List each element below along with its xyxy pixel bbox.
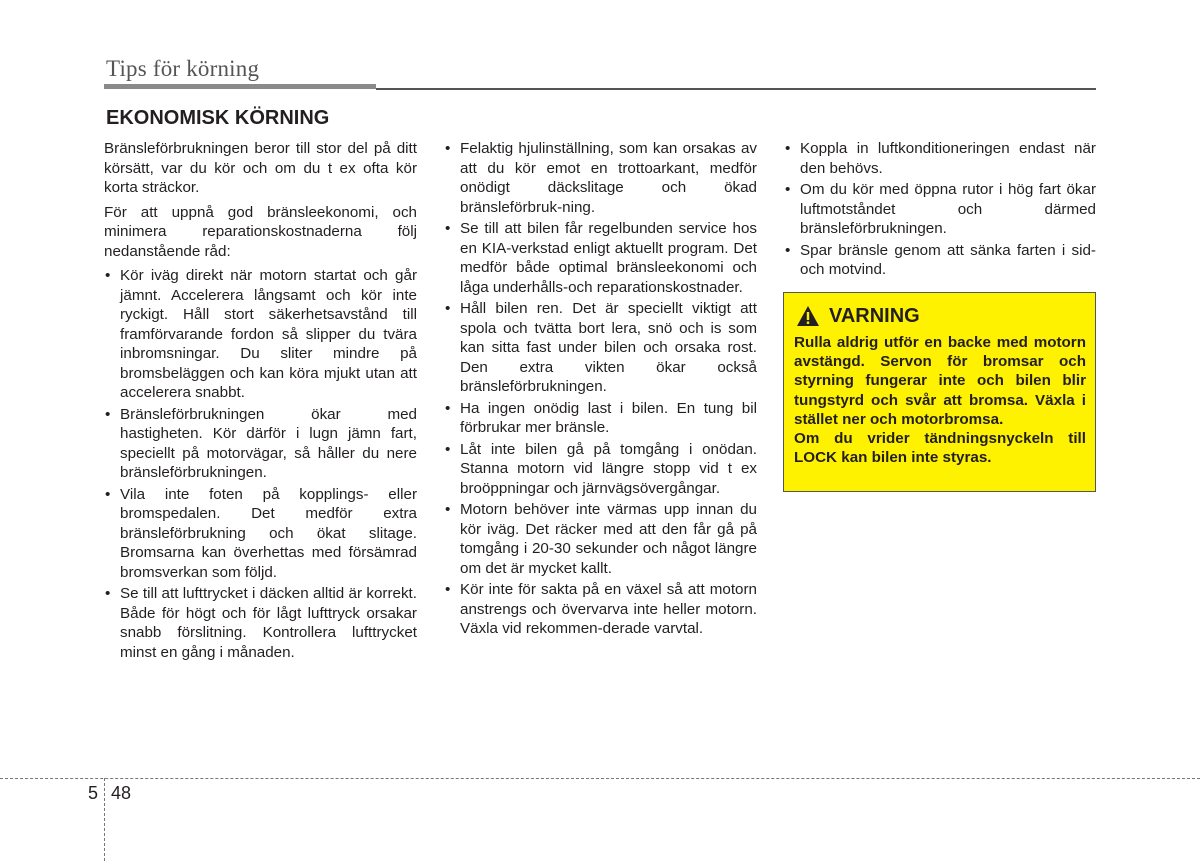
list-item: • Ha ingen onödig last i bilen. En tung bil förbrukar mer bränsle.: [444, 399, 757, 438]
list-item: • Se till att bilen får regelbunden service hos en KIA-verkstad enligt aktuellt program. Det medför både optimal bränsleekonomi och låga underhålls-och reparationskostnader.: [444, 219, 757, 297]
intro-paragraph: Bränsleförbrukningen beror till stor del på ditt körsätt, var du kör och om du t ex ofta kör korta sträckor.: [104, 140, 417, 196]
list-item: • Felaktig hjulinställning, som kan orsakas av att du kör emot en trottoarkant, medför onödigt däckslitage och ökad bränsleförbruk-ning.: [444, 139, 757, 217]
text-column-2: [444, 139, 757, 641]
text-column-1: [104, 139, 417, 664]
text-column-3: [784, 139, 1096, 282]
bullet-list-1: [104, 266, 417, 662]
warning-box: [783, 292, 1096, 492]
bullet-list-3: [784, 139, 1096, 280]
chapter-number: 5: [88, 783, 99, 803]
list-item: • Koppla in luftkonditioneringen endast när den behövs.: [784, 139, 1096, 178]
list-item: • Motorn behöver inte värmas upp innan du kör iväg. Det räcker med att den får gå på tomgång i 20-30 sekunder och något längre om det är mycket kallt.: [444, 500, 757, 578]
warning-header: [794, 301, 1086, 331]
warning-text: Rulla aldrig utför en backe med motorn avstängd. Servon för bromsar och styrning fungerar inte och bilen blir tungstyrd och svår att bromsa. Växla i stället ner och motorbromsa.: [794, 334, 1086, 428]
list-item: • Spar bränsle genom att sänka farten i sid- och motvind.: [784, 241, 1096, 280]
section-title: EKONOMISK KÖRNING: [106, 107, 330, 129]
header-rule-thick: [104, 84, 376, 89]
list-item: • Låt inte bilen gå på tomgång i onödan. Stanna motorn vid längre stopp vid t ex broöppningar och järnvägsövergångar.: [444, 440, 757, 499]
list-item: • Kör inte för sakta på en växel så att motorn anstrengs och övervarva inte heller motorn. Växla vid rekommen-derade varvtal.: [444, 580, 757, 639]
warning-triangle-icon: [796, 305, 820, 327]
warning-title: VARNING: [829, 304, 920, 327]
bullet-list-2: [444, 139, 757, 639]
footer-vertical-divider: [104, 778, 105, 861]
list-item: • Se till att lufttrycket i däcken alltid är korrekt. Både för högt och för lågt lufttryck orsakar snabb förslitning. Kontrollera lufttrycket minst en gång i månaden.: [104, 584, 417, 662]
list-item: • Om du kör med öppna rutor i hög fart ökar luftmotståndet och därmed bränsleförbrukningen.: [784, 180, 1096, 239]
list-item: • Vila inte foten på kopplings- eller bromspedalen. Det medför extra bränsleförbrukning och ökat slitage. Bromsarna kan överhettas med försämrad bromsverkan som följd.: [104, 485, 417, 583]
list-item: • Kör iväg direkt när motorn startat och går jämnt. Accelerera långsamt och kör inte ryckigt. Håll stort säkerhetsavstånd till framförvarande fordon så slipper du tvära inbromsningar. Du sliter mindre på bromsbeläggen och kan köra mjukt utan att accelerera snabbt.: [104, 266, 417, 403]
warning-text-ignition: Om du vrider tändningsnyckeln till LOCK kan bilen inte styras.: [794, 430, 1086, 467]
footer-divider: [0, 778, 1200, 779]
header-rule-thin: [376, 88, 1096, 90]
page-number: 48: [111, 783, 132, 803]
list-item: • Håll bilen ren. Det är speciellt viktigt att spola och tvätta bort lera, snö och is som kan sitta fast under bilen och orsaka rost. Den extra vikten ökar också bränsleförbrukningen.: [444, 299, 757, 397]
page-header-title: Tips för körning: [106, 56, 260, 81]
advice-intro-paragraph: För att uppnå god bränsleekonomi, och minimera reparationskostnaderna följ nedanstående råd:: [104, 203, 417, 260]
list-item: • Bränsleförbrukningen ökar med hastigheten. Kör därför i lugn jämn fart, speciellt på motorvägar, så håller du nere bränsleförbrukningen.: [104, 405, 417, 483]
